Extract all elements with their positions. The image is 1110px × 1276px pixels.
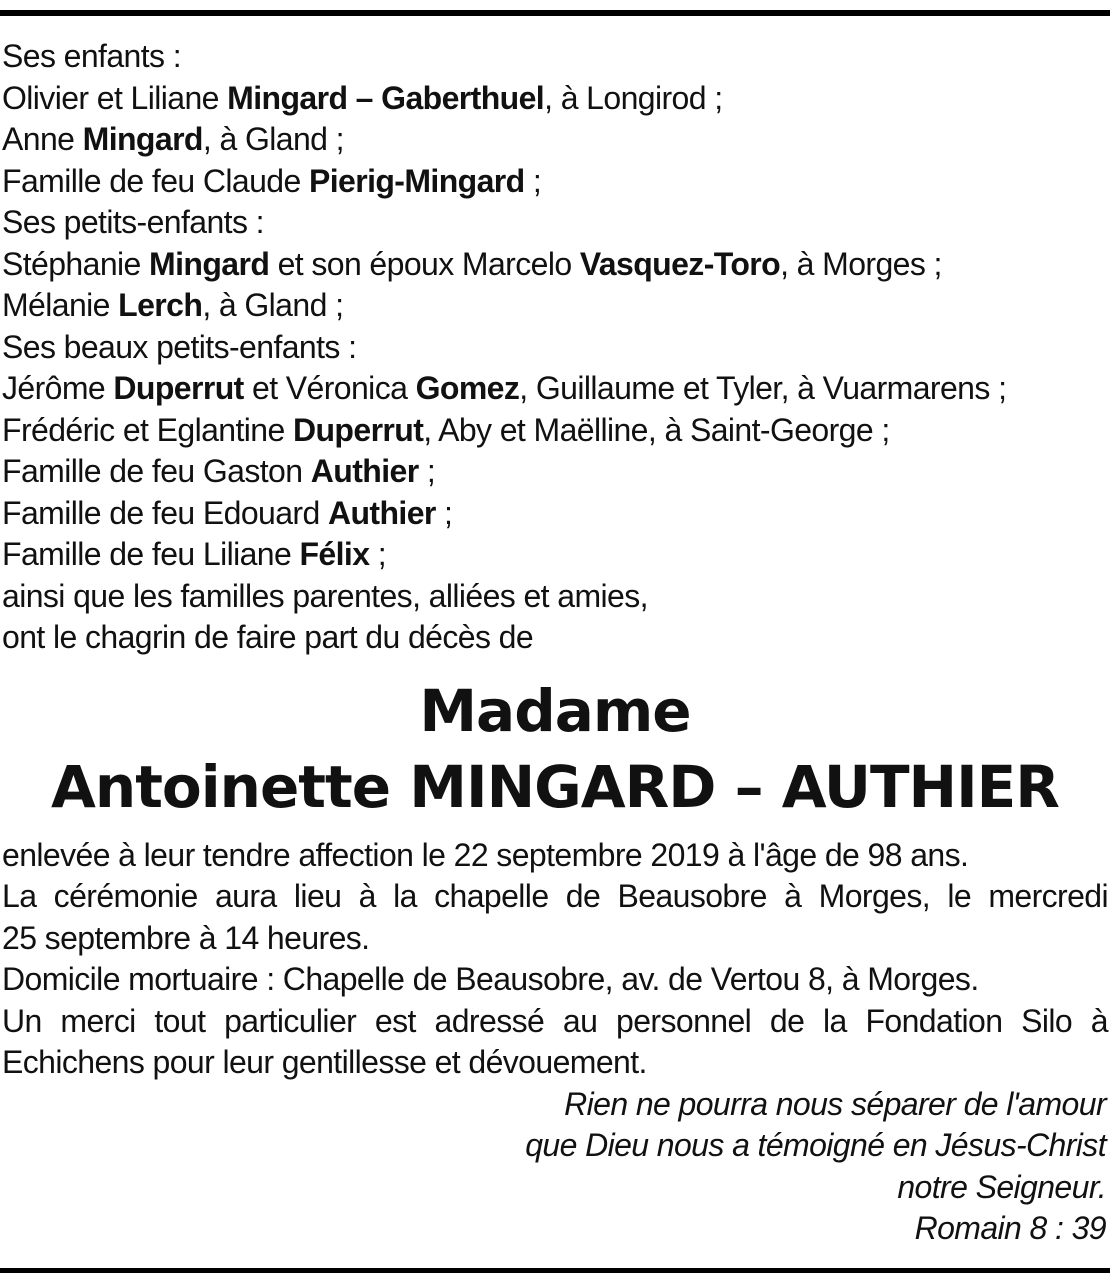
- family-text: Anne: [2, 121, 83, 157]
- family-line: [2, 285, 1108, 327]
- top-rule: [0, 10, 1110, 16]
- family-text: Ses enfants :: [2, 38, 181, 74]
- deceased-name: Antoinette MINGARD – AUTHIER: [51, 752, 1059, 821]
- family-text: ont le chagrin de faire part du décès de: [2, 619, 534, 655]
- family-text: ;: [369, 536, 387, 572]
- family-text: Olivier et Liliane: [2, 79, 228, 116]
- family-line: [2, 617, 1108, 659]
- family-text: Mélanie: [2, 287, 119, 323]
- family-line: [2, 368, 1108, 410]
- family-line: [2, 119, 1108, 161]
- family-text: Famille de feu Claude: [2, 162, 309, 199]
- family-name: Félix: [299, 536, 370, 572]
- detail-line: La cérémonie aura lieu à la chapelle de Beausobre à Morges, le mercredi: [2, 878, 1108, 914]
- family-text: , à Gland ;: [202, 287, 344, 323]
- family-line: [2, 202, 1108, 244]
- family-name: Duperrut: [113, 370, 244, 406]
- family-line: [2, 36, 1108, 78]
- family-line: [2, 534, 1108, 576]
- family-text: Ses beaux petits-enfants :: [2, 328, 357, 365]
- family-text: ;: [418, 453, 436, 489]
- family-name: Duperrut: [292, 411, 424, 448]
- family-text: ;: [524, 162, 542, 199]
- verse-line: que Dieu nous a témoigné en Jésus-Christ: [525, 1127, 1106, 1163]
- family-text: et son époux Marcelo: [269, 245, 580, 282]
- family-name: Gomez: [415, 370, 520, 406]
- family-line: [2, 493, 1108, 535]
- bible-verse: [2, 1084, 1108, 1250]
- detail-line: 25 septembre à 14 heures.: [2, 919, 370, 956]
- verse-line: Romain 8 : 39: [914, 1210, 1106, 1246]
- family-text: ;: [435, 494, 453, 531]
- family-text: Stéphanie: [2, 245, 150, 282]
- family-text: ainsi que les familles parentes, alliées et amies,: [2, 577, 648, 614]
- detail-line: Domicile mortuaire : Chapelle de Beausobre, av. de Vertou 8, à Morges.: [2, 961, 979, 997]
- verse-line: notre Seigneur.: [897, 1168, 1106, 1205]
- family-text: , Guillaume et Tyler, à Vuarmarens ;: [519, 370, 1007, 406]
- family-name: Lerch: [118, 287, 203, 323]
- verse-line: Rien ne pourra nous séparer de l'amour: [564, 1085, 1106, 1122]
- family-text: , à Morges ;: [780, 245, 942, 282]
- family-name: Authier: [327, 494, 436, 531]
- family-text: , Aby et Maëlline, à Saint-George ;: [423, 411, 890, 448]
- family-text: Ses petits-enfants :: [2, 204, 264, 240]
- family-line: [2, 244, 1108, 286]
- family-text: Famille de feu Gaston: [2, 453, 311, 489]
- family-name: Vasquez-Toro: [579, 245, 781, 282]
- family-text: Famille de feu Edouard: [2, 494, 328, 531]
- family-line: [2, 576, 1108, 618]
- obituary-notice: [2, 36, 1108, 1250]
- family-line: [2, 327, 1108, 369]
- family-text: Frédéric et Eglantine: [2, 411, 293, 448]
- family-line: [2, 410, 1108, 452]
- family-text: , à Longirod ;: [544, 79, 723, 116]
- family-line: [2, 451, 1108, 493]
- detail-line: Echichens pour leur gentillesse et dévouement.: [2, 1044, 647, 1080]
- family-name: Mingard: [82, 121, 203, 157]
- deceased-title: Madame: [419, 676, 691, 745]
- family-line: [2, 78, 1108, 120]
- family-text: , à Gland ;: [202, 121, 344, 157]
- family-text: Jérôme: [2, 370, 114, 406]
- family-name: Pierig-Mingard: [308, 162, 525, 199]
- family-text: Famille de feu Liliane: [2, 536, 300, 572]
- family-text: et Véronica: [243, 370, 416, 406]
- family-name: Authier: [310, 453, 419, 489]
- family-line: [2, 161, 1108, 203]
- ceremony-details: [2, 835, 1108, 1084]
- bottom-rule: [0, 1268, 1110, 1273]
- detail-line: Un merci tout particulier est adressé au personnel de la Fondation Silo à: [2, 1002, 1108, 1039]
- family-name: Mingard: [149, 245, 270, 282]
- deceased-block: [2, 673, 1108, 825]
- detail-line: enlevée à leur tendre affection le 22 septembre 2019 à l'âge de 98 ans.: [2, 836, 969, 873]
- family-list: [2, 36, 1108, 659]
- family-name: Mingard – Gaberthuel: [227, 79, 545, 116]
